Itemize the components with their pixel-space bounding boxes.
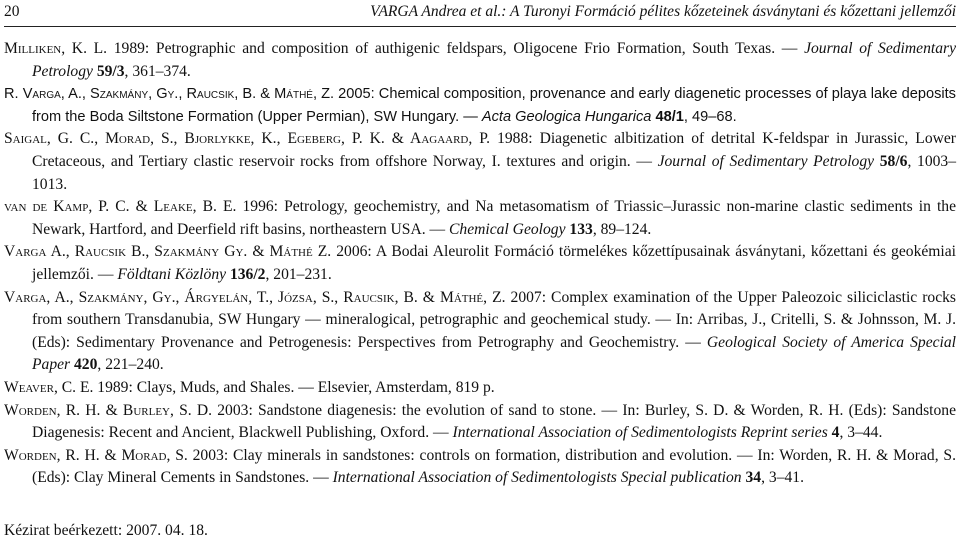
reference-text: 1988: Diagenetic albitization of detrital K-feldspar in Jurassic, Lower Cretaceous, and Tertiary clastic reservoir rocks from offshore Norway, I. textures and origin. — — [32, 130, 956, 170]
reference-text: 2003: Sandstone diagenesis: the evolution of sand to stone. — In: Burley, S. D. & Worden, R. H. (Eds): Sandstone Diagenesis: Recent and Ancient, Blackwell Publishing, Oxford. — — [32, 401, 956, 442]
reference-journal: International Association of Sedimentologists Special publication — [332, 469, 742, 487]
reference-volume: 4 — [827, 424, 840, 442]
reference-volume: 58/6 — [874, 152, 908, 170]
reference-authors: Varga, A., Szakmány, Gy., Árgyelán, T., Józsa, S., Raucsik, B. & Máthé, Z. — [4, 288, 506, 306]
reference-volume: 136/2 — [226, 265, 266, 283]
reference-pages: , 1003–1013. — [32, 152, 957, 193]
reference-authors: Milliken, K. L. — [4, 40, 108, 57]
reference-pages: , 3–44. — [839, 424, 883, 442]
reference-entry — [4, 287, 956, 377]
page-header — [4, 2, 956, 24]
reference-entry — [4, 128, 956, 196]
reference-journal: Chemical Geology — [449, 220, 566, 238]
reference-pages: , 361–374. — [124, 62, 191, 80]
reference-journal: Journal of Sedimentary Petrology — [32, 40, 956, 80]
reference-authors: Varga A., Raucsik B., Szakmány Gy. & Máthé Z. — [4, 243, 332, 261]
reference-volume: 420 — [70, 356, 98, 374]
manuscript-received-date: Kézirat beérkezett: 2007. 04. 18. — [4, 522, 208, 539]
header-rule — [4, 26, 956, 27]
reference-text: 1996: Petrology, geochemistry, and Na metasomatism of Triassic–Jurassic non-marine clastic sediments in the Newark, Hartford, and Deerfield rift basins, northeastern USA. — — [32, 198, 956, 238]
reference-entry — [4, 377, 956, 400]
reference-pages: , 201–231. — [265, 265, 332, 283]
reference-volume: 34 — [741, 469, 762, 487]
reference-entry — [4, 445, 956, 490]
reference-text: 1989: Petrographic and composition of authigenic feldspars, Oligocene Frio Formation, South Texas. — — [107, 40, 805, 57]
reference-pages: , 221–240. — [97, 356, 164, 374]
reference-entry — [4, 241, 956, 286]
reference-text: 2007: Complex examination of the Upper Paleozoic siliciclastic rocks from southern Transdanubia, SW Hungary — mineralogical, petrographic and geochemical study. — In: Arribas, J., Critelli, S. & Johnsson, M. J. (Eds): Sedimentary Provenance and Petrogenesis: Perspectives from Petrography and Geochemistry. — — [32, 288, 956, 351]
reference-pages: , 89–124. — [592, 220, 652, 238]
reference-journal: Geological Society of America Special Paper — [32, 333, 956, 374]
reference-entry — [4, 400, 956, 445]
page-number: 20 — [4, 3, 20, 20]
reference-entry — [4, 83, 956, 128]
reference-journal: Journal of Sedimentary Petrology — [657, 152, 875, 170]
running-head: VARGA Andrea et al.: A Turonyi Formáció pélites kőzeteinek ásványtani és kőzettani jellemzői — [370, 3, 956, 20]
reference-journal: Földtani Közlöny — [117, 265, 227, 283]
reference-authors: Worden, R. H. & Burley, S. D. — [4, 401, 213, 419]
reference-text: 2003: Clay minerals in sandstones: controls on formation, distribution and evolution. — In: Worden, R. H. & Morad, S. (Eds): Clay Mineral Cements in Sandstones. — — [32, 446, 956, 487]
reference-entry — [4, 196, 956, 241]
reference-volume: 133 — [565, 220, 593, 238]
reference-list — [4, 38, 956, 490]
reference-journal: International Association of Sedimentologists Reprint series — [452, 424, 828, 442]
reference-authors: Worden, R. H. & Morad, S. — [4, 446, 188, 464]
reference-authors: R. Varga, A., Szakmány, Gy., Raucsik, B. & Máthé, Z. — [4, 86, 335, 103]
reference-pages: , 3–41. — [761, 469, 804, 487]
reference-pages: , 49–68. — [683, 108, 737, 125]
reference-authors: Weaver, C. E. — [4, 378, 94, 396]
reference-text: 2006: A Bodai Aleurolit Formáció törmelékes kőzettípusainak ásványtani, kőzettani és geokémiai jellemzői. — — [32, 243, 957, 283]
reference-text: 2005: Chemical composition, provenance and early diagenetic processes of playa lake deposits from the Boda Siltstone Formation (Upper Permian), SW Hungary. — — [32, 86, 956, 125]
reference-volume: 59/3 — [92, 62, 125, 80]
reference-text: 1989: Clays, Muds, and Shales. — Elsevier, Amsterdam, 819 p. — [93, 378, 495, 396]
reference-authors: van de Kamp, P. C. & Leake, B. E. — [4, 198, 237, 216]
reference-volume: 48/1 — [651, 108, 684, 125]
reference-entry — [4, 38, 956, 83]
reference-journal: Acta Geologica Hungarica — [481, 108, 652, 125]
reference-authors: Saigal, G. C., Morad, S., Bjorlykke, K., Egeberg, P. K. & Aagaard, P. — [4, 130, 491, 148]
